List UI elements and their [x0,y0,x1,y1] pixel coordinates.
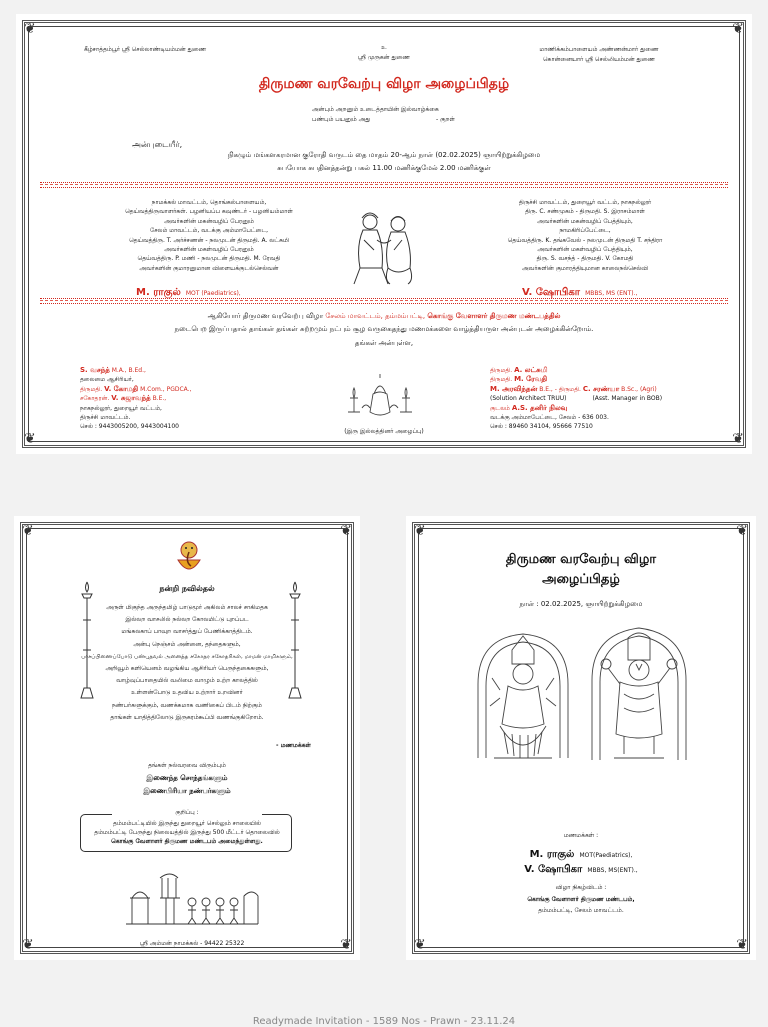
contact-role: (Solution Architect TRUU) [490,395,567,403]
corner-ornament-icon: ❦ [340,937,352,953]
contact-qual: M.A., B.Ed., [111,367,146,374]
invite-venue: கொங்கு வேளாளர் திருமண மண்டபத்தில் [427,312,561,320]
bride-family-line: தெய்வத்திரு. K. தங்கவேல் - நலமுடன் திருமதி T. சந்திரா [507,236,663,244]
bride-family-line: அவர்களின் மகள்வழிப் பேத்தியும், [537,246,633,254]
divider-top [40,182,728,188]
bride-name-line [522,280,637,299]
contact-qual: B.E., [152,395,167,403]
groom-family-line: அவர்களின் மகன்வழிப் பேரனும் [164,217,254,225]
kalasam-lamp-illustration [340,372,420,418]
blessing-right-2: கொன்னையார் ஸ்ரீ செல்லியம்மன் துணை [542,56,656,63]
invite-text: ஆகியோர் திருமண வரவேற்பு விழா [207,312,324,320]
bride-family-line: திரு. S. வசந்த் - திருமதி. V. கோமதி [536,255,634,263]
contact-line: வடக்கு அம்மாபேட்டை, சேலம் - 636 003. [490,414,609,422]
corner-ornament-icon: ❦ [24,431,36,447]
corner-ornament-icon: ❦ [22,523,34,539]
invitation-card-main [16,14,752,454]
thanks-heading: நன்றி நவில்தல் [159,584,215,593]
well-wishers-1: இணைந்த சொந்தங்களும் [146,774,228,782]
poem-line: பாசப்பிணைப்போடு பண்புதவல் அனைத்த சகோதர சகோதரிகள், மாமன் மாமிகளும், [81,653,293,660]
kural-line-2: பண்பும் பயனும் அது [312,116,371,123]
contact-qual: M.Com., PGDCA., [140,385,192,393]
goddess-padmavathi-illustration [470,628,576,762]
wedding-procession-illustration [122,868,262,930]
poem-line: உள்ளன்போடு உதவிய உற்றார் உறவினர் [131,689,243,697]
groom-side-contacts [80,366,191,432]
poem-line: இல்லற வாசலில் நல்லற கோலமிட்டு புறப்பட [125,616,249,624]
contact-qual: B.E., - [539,385,557,393]
corner-ornament-icon: ❦ [414,523,426,539]
kural-source: - குறள் [436,116,455,123]
contact-line: நாகநல்லூர், துறையூர் வட்டம், [80,404,162,412]
bride-side-contacts [490,366,662,432]
note-line: தம்மம்பட்டியில் இருந்து துறையூர் செல்லும் சாலையில் [113,820,261,827]
contact-prefix: திருமதி. [80,385,103,393]
corner-ornament-icon: ❦ [340,523,352,539]
groom-qualification: MOT (Paediatrics), [185,290,241,297]
groom-name-line [136,280,241,299]
note-line: கொங்கு வேளாளர் திருமண மண்டபம் அமைந்துள்ளது. [111,838,263,845]
cover-title-2: அழைப்பிதழ் [542,572,620,587]
contact-qual: B.Sc., (Agri) [621,385,657,393]
groom-family-line: தெய்வத்திரு. P. மணி - நலமுடன் திருமதி. M. ரேவதி [137,255,281,263]
cover-bride-name: V. ஷோபிகா [524,864,583,875]
poem-line: வாழ்வுப்பாதையில் வலிமை வாழும் உற்ற காலத்தில் [116,677,258,685]
corner-ornament-icon: ❦ [736,523,748,539]
thanks-card [14,516,360,960]
date-line: நிகழும் மங்களகரமான குரோதி வருடம் தை மாதம் 20-ஆம் நாள் (02.02.2025) ஞாயிற்றுக்கிழமை [227,151,541,159]
poem-line: அன்பு நெஞ்சம் அன்னை, தந்தைகளும், [133,640,241,648]
thanks-signature: - மணமக்கள் [276,742,311,749]
center-caption: (இரு இல்லத்தினர் அழைப்பு) [344,428,424,435]
contact-prefix: திருமதி. [490,367,513,374]
note-heading: குறிப்பு : [112,809,262,817]
cover-title-1: திருமண வரவேற்பு விழா [505,552,657,567]
bride-family-block [460,198,710,273]
groom-name: M. ராகுல் [136,287,181,298]
lord-venkateswara-illustration [584,624,694,764]
venue-label: விழா நிகழ்விடம் : [555,884,607,891]
contact-name: A. லட்சுமி [514,366,548,374]
blessing-right-1: மாணிக்கம்பாளையம் அண்ணன்மார் துணை [539,46,659,53]
groom-family-line: அவர்களின் குமாரனுமான விளையக்குடல்செல்வன் [139,264,279,272]
venue-line-1: கொங்கு வேளாளர் திருமண மண்டபம், [527,896,635,903]
corner-ornament-icon: ❦ [732,21,744,37]
blessing-center: ஸ்ரீ முருகன் துணை [357,54,410,61]
cover-bride-line [446,857,716,876]
poem-line: நண்பர்களுக்கும், வணக்கமாக வணிகைப் பிடம் நிற்கும் [112,701,262,709]
corner-ornament-icon: ❦ [414,937,426,953]
contact-prefix: திருமதி. [558,385,581,393]
time-line: சுபயோக சுபதினத்தன்று பகல் 11.00 மணிக்குமேல் 2.00 மணிக்குள் [277,164,491,172]
poem-line: அருள் மிகுந்த அருந்தமிழ் பாடுமூர் அகிலம் சாலச் சாகிமதக [106,604,268,611]
poem-line: மங்கலகாப் பாவுற வாசர்த்துப் பேணிக்காத்திடம். [121,628,253,636]
invite-line-1 [76,312,692,321]
bride-family-line: நாமகிரிப்பேட்டை, [559,227,611,235]
corner-ornament-icon: ❦ [24,21,36,37]
thanks-poem [62,602,312,724]
couple-label: மணமக்கள் : [563,832,599,839]
note-line: தம்மம்பட்டி பேருந்து நிலையத்தில் இருந்து 500 மீட்டர் தொலைவில் [94,829,280,836]
contact-role: (Asst. Manager in BOB) [592,395,663,403]
invite-location: சேலம் மாவட்டம், தம்மம்பட்டி, [325,312,426,320]
divider-bottom [40,298,728,304]
bride-name: V. ஷோபிகா [522,287,580,298]
contact-name: V. சுஜாவந்த் [111,394,151,403]
well-wishers-label: தங்கள் நல்வரவை விரும்பும் [148,762,226,769]
corner-ornament-icon: ❦ [736,937,748,953]
contact-line: தலைமை ஆசிரியர், [80,376,134,384]
cover-groom-name: M. ராகுல் [529,849,575,860]
groom-family-block [74,198,344,273]
invite-line-2: நடைபெற இருப்பதால் தாங்கள் தங்கள் சுற்றமும் நட்பும் சூழ வருகைதந்து மணமக்களை வாழ்த்தியருள அன்புடன் அழைக்கின்றோம். [174,325,594,333]
blessing-center-mark: உ [381,44,387,51]
invitation-title: திருமண வரவேற்பு விழா அழைப்பிதழ் [258,76,510,92]
well-wishers-2: இணைபிரியா நண்பர்களும் [143,787,231,795]
contact-name: M. அரவிந்தன் [490,384,538,393]
footer-caption: Readymade Invitation - 1589 Nos - Prawn - 23.11.24 [252,1016,516,1027]
couple-illustration [344,206,424,286]
bride-qualification: MBBS, MS (ENT)., [585,290,638,297]
groom-family-line: நாமக்கல் மாவட்டம், தொங்கல்பாளையம், [151,199,267,206]
contact-line: திருச்சி மாவட்டம். [80,414,131,422]
groom-family-line: சேலம் மாவட்டம், வடக்கு அம்மாபேட்டை, [149,227,269,235]
contact-name: S. வசந்த் [80,366,110,374]
contact-prefix: திருமதி. [490,376,513,384]
cover-bride-qual: MBBS, MS(ENT)., [587,867,638,874]
groom-family-line: அவர்களின் மகள்வழிப் பேரனும் [164,246,254,254]
contact-phone: செல் : 89460 34104, 95666 77510 [490,423,593,431]
bride-family-line: அவர்களின் குமாரத்தியுமான காலைநல்செல்வி [521,264,649,272]
cover-card [406,516,756,960]
contact-phone: செல் : 9443005200, 9443004100 [80,423,179,431]
invite-line-3: தங்கள் அன்புள்ள, [354,339,414,347]
bride-family-line: திருச்சி மாவட்டம், துறையூர் வட்டம், நாகநல்லூர் [518,199,652,206]
contact-name: V. கோமதி [104,384,139,393]
cover-groom-qual: MOT(Paediatrics), [579,852,633,859]
poem-line: தாங்கள் யாதித்திலோடு இருகரம்கூப்பி வணங்குகிறோம். [110,713,264,721]
kural-line-1: அன்பும் அறனும் உடைத்தாயின் இல்வாழ்க்கை [312,106,439,113]
ganesha-icon [172,538,206,574]
contact-name: M. ரேவதி [514,375,548,384]
contact-name: C. சரண்யா [582,384,620,393]
contact-prefix: சகோதரன். [80,395,110,403]
cover-date: நாள் : 02.02.2025, ஞாயிற்றுக்கிழமை [519,600,643,608]
venue-line-2: தம்மம்பட்டி, சேலம் மாவட்டம். [538,907,624,914]
corner-ornament-icon: ❦ [22,937,34,953]
corner-ornament-icon: ❦ [732,431,744,447]
contact-prefix: குடலம் [490,404,510,412]
poem-line: அறிவூம் களியெனம் வழங்கிய ஆசிரியர் பெருந்தகைகளும், [105,665,269,673]
contact-name: A.S. தனிர் நிலவு [511,403,568,412]
blessing-left: கீழ்சாத்தம்பூர் ஸ்ரீ செல்லாண்டியம்மன் துணை [84,46,207,53]
groom-family-line: தெய்வத்திரு. T. அர்ச்சணன் - நலமுடன் திருமதி. A. லட்சுமி [129,236,289,244]
greeting: அன்புடையீர், [132,140,183,149]
bride-family-line: அவர்களின் மகன்வழிப் பேத்தியும், [537,217,633,225]
printer-credit: ஸ்ரீ அம்மன் நாமக்கல் - 94422 25322 [140,940,245,947]
groom-family-line: தெய்வத்திருவாளர்கள். பழனியப்ப கவுண்டர் - பழனியம்மாள் [125,208,293,216]
bride-family-line: திரு. C. சண்முகம் - திருமதி. S. இராசம்மாள் [525,208,645,216]
